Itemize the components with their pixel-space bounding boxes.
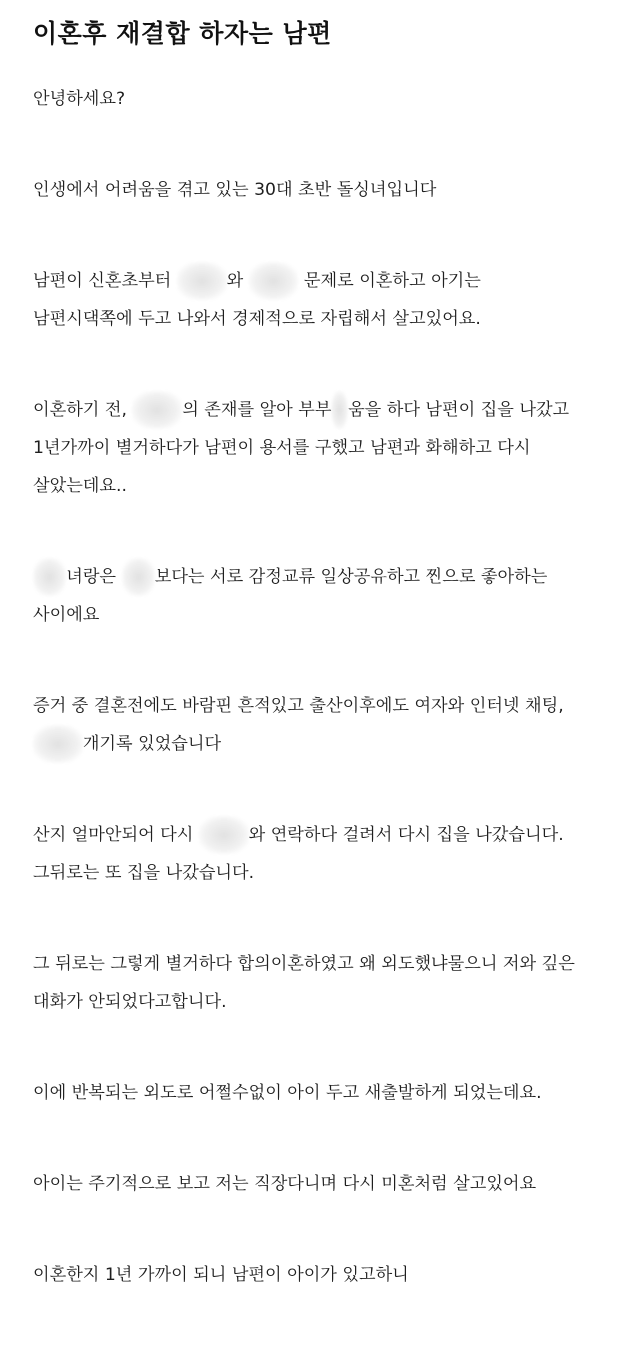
post-line [33,945,633,983]
censored-word [132,391,182,429]
censored-word [33,558,66,596]
post-line [33,391,633,429]
post-text: 인생에서 어려움을 겪고 있는 30대 초반 돌싱녀입니다 [33,180,437,200]
post-paragraph [33,816,633,892]
post-paragraph [33,558,633,634]
post-text: 그뒤로는 또 집을 나갔습니다. [33,863,255,883]
post-paragraph [33,1165,633,1203]
censored-word [331,391,348,429]
censored-word [177,262,227,300]
post-line [33,725,633,763]
post-text: 이에 반복되는 외도로 어쩔수없이 아이 두고 새출발하게 되었는데요. [33,1083,542,1103]
post-text: 남편이 신혼초부터 [33,271,177,291]
post-paragraph [33,80,633,118]
post-paragraph [33,687,633,763]
post-text: 사이에요 [33,605,100,625]
post-paragraph [33,391,633,505]
post-line [33,558,633,596]
post-text: 움을 하다 남편이 집을 나갔고 [348,400,570,420]
censored-word [199,816,249,854]
post-line [33,983,633,1021]
post-text: 아이는 주기적으로 보고 저는 직장다니며 다시 미혼처럼 살고있어요 [33,1174,537,1194]
post-title: 이혼후 재결합 하자는 남편 [33,19,332,48]
post-text: 살았는데요.. [33,476,127,496]
post-text: 증거 중 결혼전에도 바람핀 흔적있고 출산이후에도 여자와 인터넷 채팅, [33,696,564,716]
post-line [33,816,633,854]
post-line [33,262,633,300]
post-text: 의 존재를 알아 부부 [182,400,332,420]
post-text: 와 연락하다 걸려서 다시 집을 나갔습니다. [248,825,564,845]
post-line [33,1074,633,1112]
post-text: 이혼하기 전, [33,400,133,420]
post-line [33,467,633,505]
post-paragraph [33,1074,633,1112]
post-text: 남편시댁쪽에 두고 나와서 경제적으로 자립해서 살고있어요. [33,309,481,329]
post-text: 안녕하세요? [33,89,126,109]
censored-word [33,725,83,763]
post-text: 그 뒤로는 그렇게 별거하다 합의이혼하였고 왜 외도했냐물으니 저와 깊은 [33,954,575,974]
post-line [33,596,633,634]
post-paragraph [33,171,633,209]
post-line [33,687,633,725]
post-line [33,80,633,118]
post-line [33,171,633,209]
post-text: 개기록 있었습니다 [82,734,222,754]
post-text: 녀랑은 [66,567,122,587]
post-line [33,300,633,338]
post-line [33,854,633,892]
post-text: 대화가 안되었다고합니다. [33,992,227,1012]
post-line [33,1256,633,1294]
post-paragraph [33,262,633,338]
post-line [33,429,633,467]
post-text: 보다는 서로 감정교류 일상공유하고 찐으로 좋아하는 [154,567,548,587]
post-body [33,80,633,1347]
post-line [33,1165,633,1203]
post-text: 이혼한지 1년 가까이 되니 남편이 아이가 있고하니 [33,1265,409,1285]
post-text: 문제로 이혼하고 아기는 [298,271,481,291]
censored-word [249,262,299,300]
post-text: 와 [226,271,249,291]
post-text: 산지 얼마안되어 다시 [33,825,199,845]
post-paragraph [33,1256,633,1294]
post-text: 1년가까이 별거하다가 남편이 용서를 구했고 남편과 화해하고 다시 [33,438,531,458]
post-paragraph [33,945,633,1021]
censored-word [122,558,155,596]
